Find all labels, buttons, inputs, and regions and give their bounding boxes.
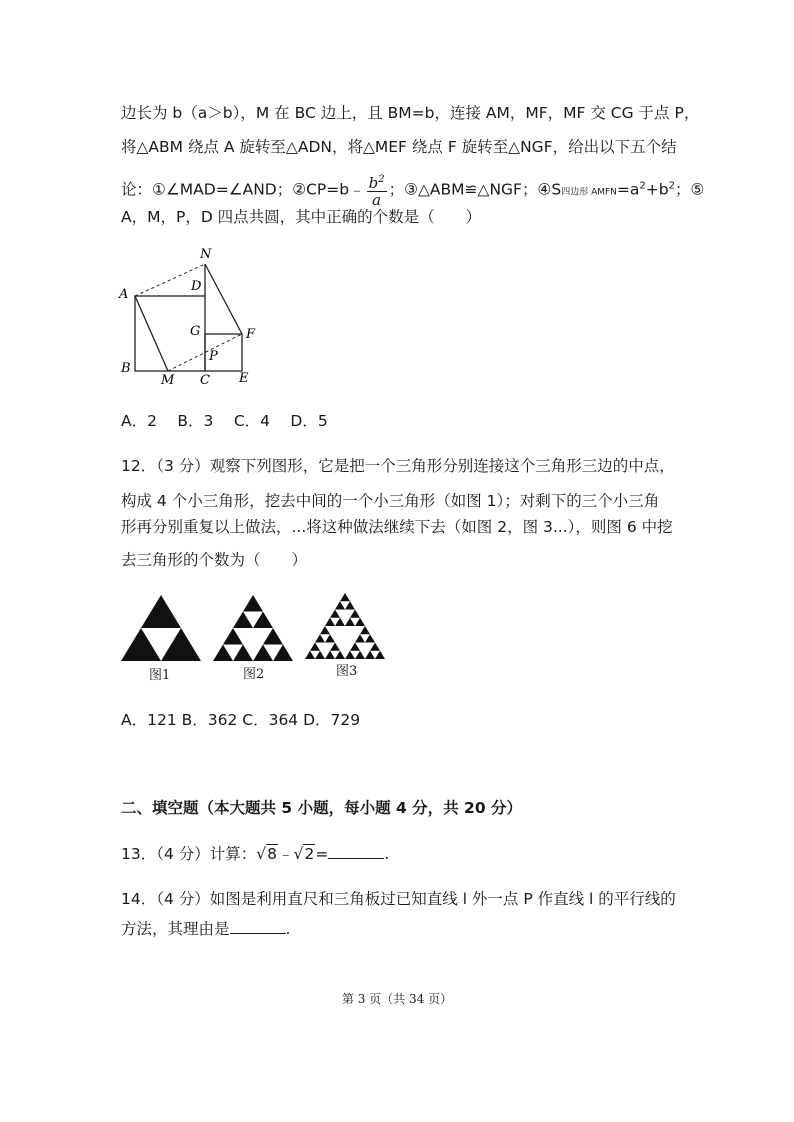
figure-1-caption: 图1	[149, 668, 171, 683]
q12-options: A．121 B．362 C．364 D．729	[121, 711, 361, 729]
sierpinski-figure-3	[305, 593, 385, 659]
q11-line-4: A，M，P，D 四点共圆，其中正确的个数是（ ）	[121, 208, 482, 226]
frac-numerator: b	[368, 174, 379, 192]
label-m: M	[161, 373, 175, 388]
label-p: P	[209, 349, 218, 364]
q13-end: .	[384, 845, 390, 863]
sierpinski-figure-2	[213, 595, 293, 661]
sqrt-8: √8	[256, 845, 278, 863]
fraction-b2-over-a	[367, 172, 387, 208]
label-f: F	[246, 327, 256, 342]
label-d: D	[191, 279, 202, 294]
q13-line	[121, 844, 389, 864]
q11-line-3-part-e: ；⑤	[674, 180, 705, 199]
q11-exponent-1: 2	[639, 180, 646, 192]
q12-line-2: 构成 4 个小三角形，挖去中间的一个小三角形（如图 1）；对剩下的三个小三角	[121, 492, 660, 510]
radicand-8: 8	[267, 845, 278, 863]
figure-3-caption: 图3	[336, 664, 358, 679]
section-2-heading: 二、填空题（本大题共 5 小题，每小题 4 分，共 20 分）	[121, 799, 523, 817]
q14-line-2-text: 方法，其理由是	[121, 920, 230, 938]
label-c: C	[200, 373, 210, 388]
q11-line-2: 将△ABM 绕点 A 旋转至△ADN，将△MEF 绕点 F 旋转至△NGF，给出以下五个结	[121, 138, 677, 156]
q11-line-3-part-a: 论：①∠MAD=∠AND；②CP=b﹣	[121, 180, 365, 199]
q13-minus: ﹣	[278, 845, 294, 863]
page-footer: 第 3 页（共 34 页）	[341, 992, 453, 1006]
q11-subscript: 四边形 AMFN	[561, 187, 617, 198]
q11-options: A．2 B．3 C．4 D．5	[121, 412, 328, 430]
sqrt-2: √2	[293, 845, 315, 863]
label-g: G	[190, 324, 201, 339]
q14-line-2	[121, 919, 290, 939]
q13-answer-blank[interactable]	[328, 844, 384, 859]
frac-denominator: a	[372, 191, 382, 209]
segment-am	[135, 296, 168, 371]
label-a: A	[119, 287, 129, 302]
q11-line-1: 边长为 b（a＞b），M 在 BC 边上，且 BM=b，连接 AM，MF，MF 交 CG 于点 P，	[121, 104, 700, 122]
q11-line-3-part-b: ；③△ABM≌△NGF；④S	[388, 180, 562, 199]
q12-line-1: 12．（3 分）观察下列图形，它是把一个三角形分别连接这个三角形三边的中点，	[121, 457, 675, 475]
label-b: B	[121, 361, 131, 376]
q13-prefix: 13．（4 分）计算：	[121, 845, 257, 863]
q14-answer-blank[interactable]	[230, 919, 286, 934]
q14-line-1: 14．（4 分）如图是利用直尺和三角板过已知直线 l 外一点 P 作直线 l 的平行线的	[121, 890, 676, 908]
q13-equals: =	[315, 845, 329, 863]
segment-nf	[205, 264, 242, 334]
frac-numerator-exponent: 2	[378, 174, 385, 185]
q11-exponent-2: 2	[668, 180, 675, 192]
figure-2-caption: 图2	[243, 667, 265, 682]
q11-line-3	[121, 172, 704, 208]
radicand-2: 2	[304, 845, 315, 863]
q11-line-3-part-d: +b	[645, 180, 669, 199]
sierpinski-figure-1	[121, 595, 201, 661]
q11-geometry-figure	[115, 242, 265, 390]
q12-line-4: 去三角形的个数为（ ）	[121, 551, 308, 569]
q14-end: .	[285, 920, 291, 938]
q12-line-3: 形再分别重复以上做法，...将这种做法继续下去（如图 2，图 3...），则图 6 中挖	[121, 518, 673, 536]
label-n: N	[200, 247, 212, 262]
label-e: E	[239, 371, 249, 386]
q11-line-3-part-c: =a	[616, 180, 640, 199]
